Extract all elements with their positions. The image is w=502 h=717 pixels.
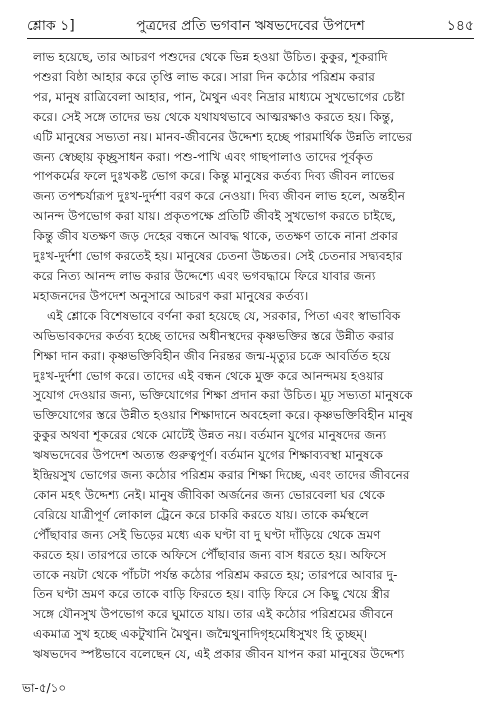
text-line: ইন্দ্রিয়সুখ ভোগের জন্য কঠোর পরিশ্রম করার শিক্ষা দিচ্ছে, এবং তাদের জীবনের xyxy=(33,468,410,483)
text-line: কিন্তু জীব যতক্ষণ জড় দেহের বন্ধনে আবদ্ধ থাকে, ততক্ষণ তাকে নানা প্রকার xyxy=(33,229,398,244)
text-line: শিক্ষা দান করা। কৃষ্ণভক্তিবিহীন জীব নিরন্তর জন্ম-মৃত্যুর চক্রে আবর্তিত হয়ে xyxy=(33,348,391,363)
text-line: কুকুর অথবা শূকরের থেকে মোটেই উন্নত নয়। বর্তমান যুগের মানুষদের জন্য xyxy=(33,428,387,443)
text-line: পাপকর্মের ফলে দুঃখকষ্ট ভোগ করে। কিন্তু মানুষের কর্তব্য দিব্য জীবন লাভের xyxy=(33,169,395,184)
text-line: করে নিত্য আনন্দ লাভ করার উদ্দেশ্যে এবং ভগবদ্ধামে ফিরে যাবার জন্য xyxy=(33,268,376,283)
text-line: ঋষভদেবের উপদেশ অত্যন্ত গুরুত্বপূর্ণ। বর্তমান যুগের শিক্ষাব্যবস্থা মানুষকে xyxy=(33,448,384,463)
text-line: করে। সেই সঙ্গে তাদের ভয় থেকে যথাযথভাবে আত্মরক্ষাও করতে হয়। কিন্তু, xyxy=(33,109,394,124)
signature-mark: ভা-৫/১০ xyxy=(22,681,67,695)
text-line: তিন ঘণ্টা ভ্রমণ করে তাকে বাড়ি ফিরতে হয়। বাড়ি ফিরে সে কিছু খেয়ে স্ত্রীর xyxy=(33,587,390,602)
text-line: করতে হয়। তারপরে তাকে অফিসে পৌঁছাবার জন্য বাস ধরতে হয়। অফিসে xyxy=(33,547,387,562)
text-line: পশুরা বিষ্ঠা আহার করে তৃপ্তি লাভ করে। সারা দিন কঠোর পরিশ্রম করার xyxy=(33,69,375,84)
purport-text xyxy=(33,48,478,665)
text-line: তাকে নয়টা থেকে পাঁচটা পর্যন্ত কঠোর পরিশ্রম করতে হয়; তারপরে আবার দু- xyxy=(33,567,398,582)
text-line: সুযোগ দেওয়ার জন্য, ভক্তিযোগের শিক্ষা প্রদান করা উচিত। মূঢ় সভ্যতা মানুষকে xyxy=(33,388,413,403)
text-line: ভক্তিযোগের স্তরে উন্নীত হওয়ার শিক্ষাদানে অবহেলা করে। কৃষ্ণভক্তিবিহীন মানুষ xyxy=(33,408,413,423)
text-line: একমাত্র সুখ হচ্ছে একটুখানি মৈথুন। জন্মৈথুনাদিগৃহমেধিসুখং হি তুচ্ছম্। xyxy=(33,627,368,642)
text-line: বেরিয়ে যাত্রীপূর্ণ লোকাল ট্রেনে করে চাকরি করতে যায়। তাকে কর্মস্থলে xyxy=(33,507,369,522)
text-line: সঙ্গে যৌনসুখ উপভোগ করে ঘুমাতে যায়। তার এই কঠোর পরিশ্রমের জীবনে xyxy=(33,607,394,622)
text-line: আনন্দ উপভোগ করা যায়। প্রকৃতপক্ষে প্রতিটি জীবই সুখভোগ করতে চাইছে, xyxy=(33,209,396,224)
text-line: পৌঁছাবার জন্য সেই ভিড়ের মধ্যে এক ঘণ্টা বা দু ঘণ্টা দাঁড়িয়ে থেকে ভ্রমণ xyxy=(33,527,381,542)
page-number: ১৪৫ xyxy=(446,18,474,34)
text-line: মহাজনদের উপদেশ অনুসারে আচরণ করা মানুষের কর্তব্য। xyxy=(33,288,309,303)
text-line: এটি মানুষের সভ্যতা নয়। মানব-জীবনের উদ্দেশ্য হচ্ছে পারমার্থিক উন্নতি লাভের xyxy=(33,129,413,144)
text-line: দুঃখ-দুর্দশা ভোগ করতেই হয়। মানুষের চেতনা উচ্চতর। সেই চেতনার সদ্ব্যবহার xyxy=(33,249,403,264)
page-header xyxy=(27,10,474,38)
text-line: ঋষভদেব স্পষ্টভাবে বলেছেন যে, এই প্রকার জীবন যাপন করা মানুষের উদ্দেশ্য xyxy=(33,647,405,662)
text-line: দুঃখ-দুর্দশা ভোগ করে। তাদের এই বন্ধন থেকে মুক্ত করে আনন্দময় হওয়ার xyxy=(33,368,384,383)
text-line: জন্য তপশ্চর্যারূপ দুঃখ-দুর্দশা বরণ করে নেওয়া। দিব্য জীবন লাভ হলে, অন্তহীন xyxy=(33,189,406,204)
chapter-title: পুত্রদের প্রতি ভগবান ঋষভদেবের উপদেশ xyxy=(136,18,365,34)
verse-reference: শ্লোক ১] xyxy=(27,18,75,34)
text-line: লাভ হয়েছে, তার আচরণ পশুদের থেকে ভিন্ন হওয়া উচিত। কুকুর, শূকরাদি xyxy=(33,50,388,64)
text-line: পর, মানুষ রাত্রিবেলা আহার, পান, মৈথুন এবং নিদ্রার মাধ্যমে সুখভোগের চেষ্টা xyxy=(33,89,405,104)
text-line: অভিভাবকদের কর্তব্য হচ্ছে তাদের অধীনস্থদের কৃষ্ণভক্তির স্তরে উন্নীত করার xyxy=(33,328,394,343)
text-line: কোন মহৎ উদ্দেশ্য নেই। মানুষ জীবিকা অর্জনের জন্য ভোরবেলা ঘর থেকে xyxy=(33,487,385,502)
header-divider xyxy=(27,38,474,39)
text-line: জন্য স্বেচ্ছায় কৃচ্ছ্রসাধন করা। পশু-পাখি এবং গাছপালাও তাদের পূর্বকৃত xyxy=(33,149,374,164)
text-line: এই শ্লোকে বিশেষভাবে বর্ণনা করা হয়েছে যে, সরকার, পিতা এবং স্বাভাবিক xyxy=(47,308,401,323)
